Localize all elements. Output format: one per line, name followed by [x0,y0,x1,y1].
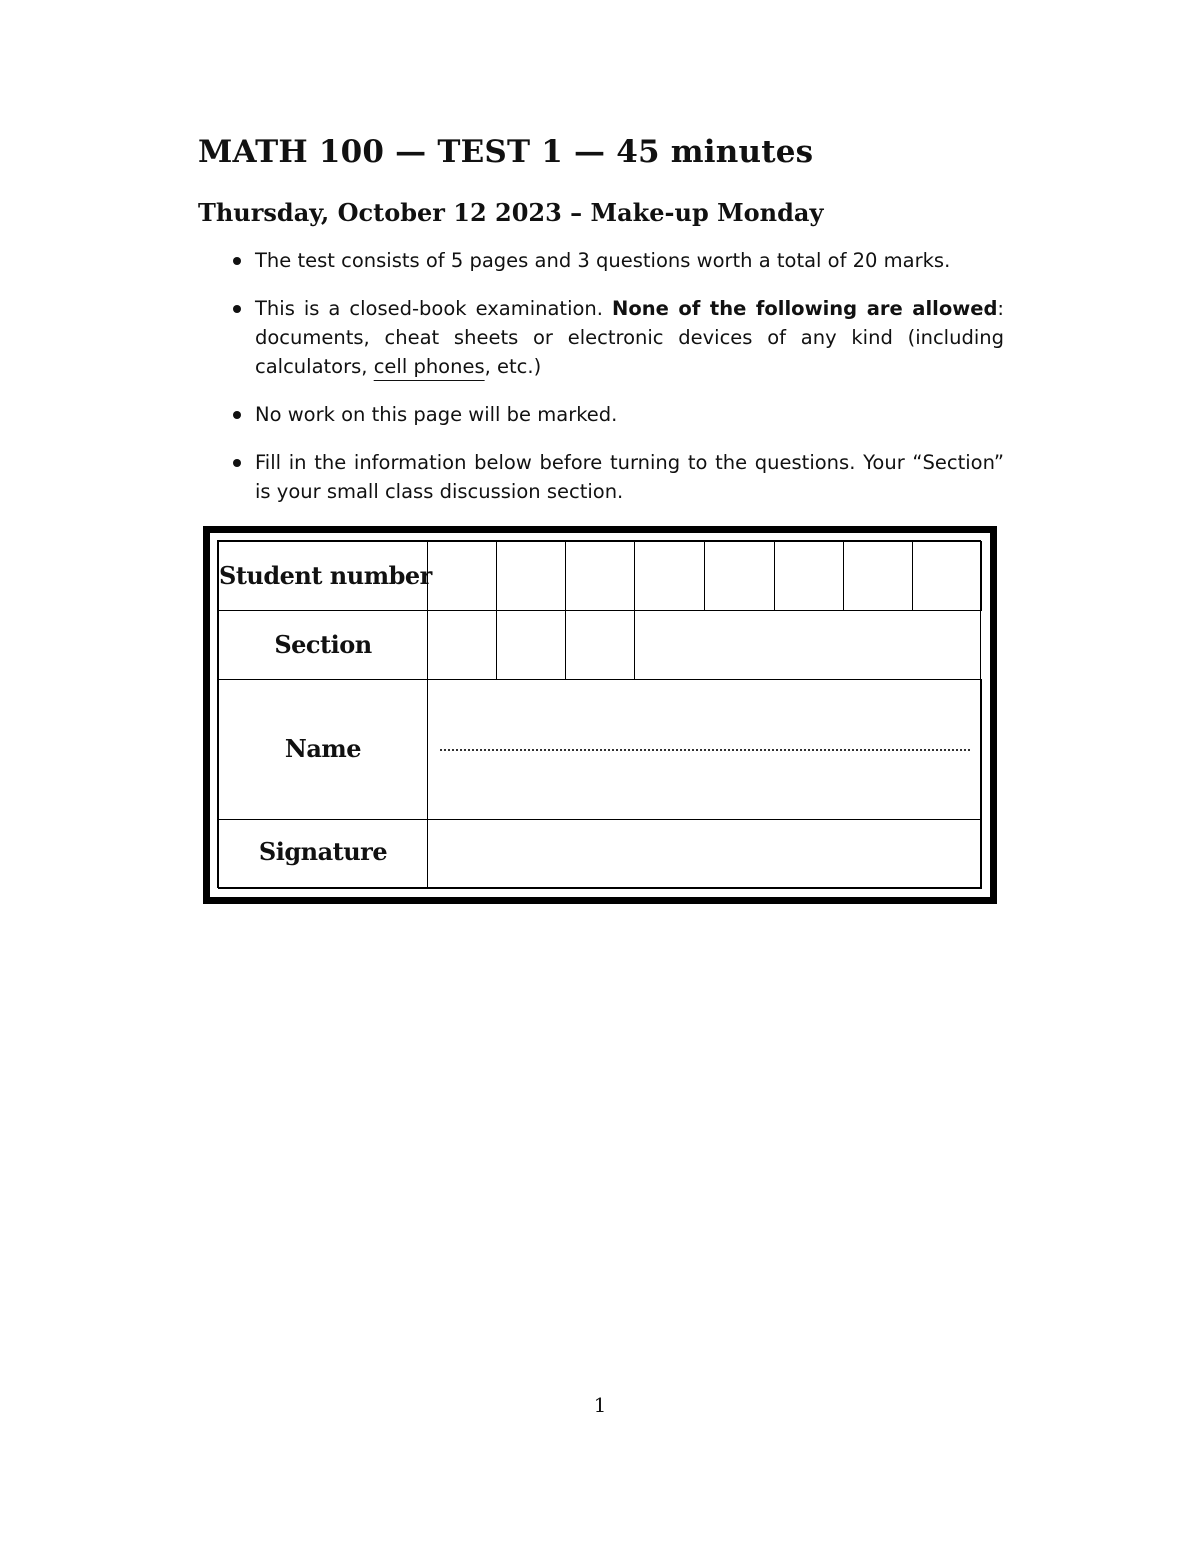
section-digit-box[interactable] [496,610,566,680]
instruction-text: The test consists of 5 pages and 3 questions worth a total of 20 marks. [255,249,951,272]
name-label: Name [284,734,362,763]
name-label-cell [218,679,428,820]
student-info-box [203,526,997,904]
section-digit-box[interactable] [565,610,635,680]
student-info-table [217,540,981,888]
section-label-cell [218,610,428,680]
student-number-digit-box[interactable] [843,541,913,611]
instruction-emphasis: None of the following are allowed [612,297,998,320]
bullet-icon [233,257,241,265]
instruction-item [228,246,1004,275]
section-digit-box[interactable] [427,610,497,680]
signature-field[interactable] [427,819,982,889]
instruction-text: This is a closed-book examination. [255,297,612,320]
instruction-text: Fill in the information below before turning to the questions. Your “Section” is your small class discussion section. [255,451,1004,503]
student-number-digit-box[interactable] [427,541,497,611]
student-number-digit-box[interactable] [774,541,844,611]
signature-label-cell [218,819,428,889]
exam-title: MATH 100 — TEST 1 — 45 minutes [198,134,814,170]
student-number-label: Student number [219,561,432,590]
exam-date-subtitle: Thursday, October 12 2023 – Make-up Monday [198,198,824,227]
instruction-underlined-text: cell phones [373,355,485,378]
signature-label: Signature [258,837,388,866]
name-dotted-line [440,749,970,751]
instruction-text: : documents, cheat sheets or electronic devices of any kind (including calculators, [255,297,1004,378]
instruction-item [228,294,1004,381]
student-number-digit-box[interactable] [565,541,635,611]
student-number-digit-box[interactable] [634,541,705,611]
page-number: 1 [593,1393,607,1417]
bullet-icon [233,305,241,313]
instructions-list [228,246,1004,525]
student-number-digit-box[interactable] [912,541,982,611]
bullet-icon [233,411,241,419]
student-number-digit-box[interactable] [704,541,775,611]
instruction-item [228,400,1004,429]
bullet-icon [233,459,241,467]
instruction-text: , etc.) [484,355,542,378]
instruction-text: No work on this page will be marked. [255,403,618,426]
student-number-digit-box[interactable] [496,541,566,611]
student-number-label-cell [218,541,432,611]
instruction-item [228,448,1004,506]
section-label: Section [274,630,372,659]
